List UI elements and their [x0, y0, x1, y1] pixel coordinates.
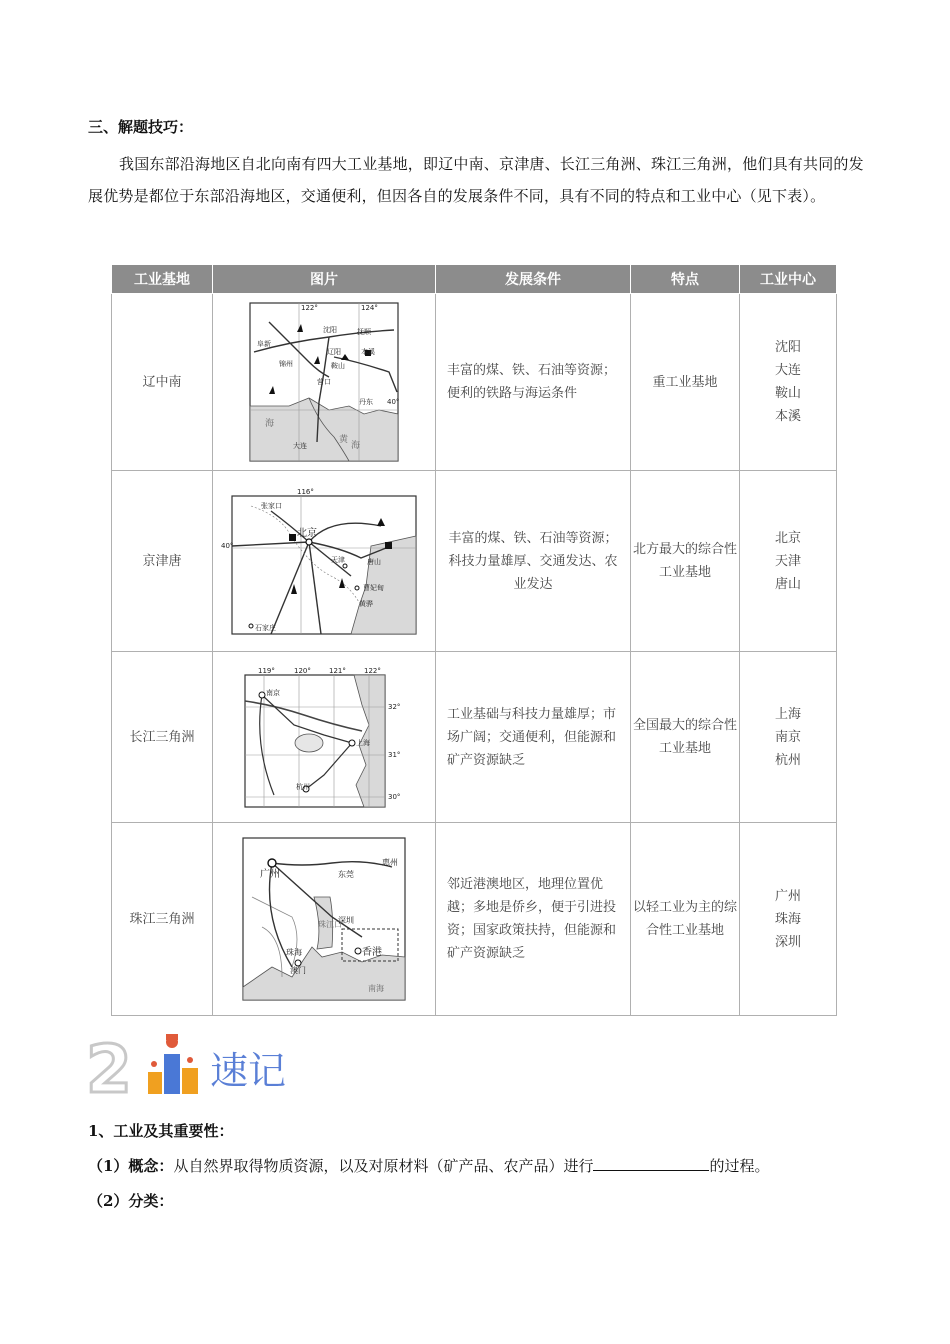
condition-text: 工业基础与科技力量雄厚；市场广阔；交通便利，但能源和矿产资源缺乏 [447, 706, 617, 768]
map-label: 唐山 [367, 558, 381, 566]
center-city: 沈阳 [774, 340, 801, 355]
map-label: 海 [265, 419, 275, 429]
table-row [112, 652, 837, 823]
condition-text: 丰富的煤、铁、石油等资源；科技力量雄厚、交通发达、农业发达 [448, 530, 618, 592]
center-city: 深圳 [774, 934, 801, 950]
base-feature [631, 471, 740, 652]
map-label: 锦州 [279, 360, 293, 368]
condition-text: 邻近港澳地区，地理位置优越；多地是侨乡，便于引进投资；国家政策扶持，但能源和矿产资源缺乏 [447, 877, 617, 961]
center-city: 杭州 [774, 752, 801, 768]
map-label: 惠州 [382, 858, 398, 867]
map-label: 黄骅 [359, 600, 373, 608]
map-label: 40° [221, 542, 234, 550]
concept-text-before: 从自然界取得物质资源，以及对原材料（矿产品、农产品）进行 [173, 1157, 594, 1175]
map-label: 澳门 [290, 966, 306, 975]
banner-number: 2 [86, 1031, 132, 1108]
map-label: 抚顺 [357, 328, 371, 336]
map-label: 阜新 [257, 340, 271, 348]
map-label: 沈阳 [323, 326, 337, 334]
map-label: 122° [301, 304, 318, 312]
fill-blank[interactable] [593, 1156, 709, 1171]
map-label: 张家口 [261, 502, 282, 510]
base-feature [631, 823, 740, 1016]
map-label: 121° [329, 667, 346, 675]
concept-line [88, 1155, 769, 1176]
quick-memo-banner [86, 1028, 326, 1108]
base-centers [740, 471, 837, 652]
header-center: 工业中心 [740, 265, 837, 294]
map-label: 32° [388, 703, 401, 711]
center-city: 大连 [774, 363, 801, 378]
map-label: 122° [364, 667, 381, 675]
intro-paragraph: 我国东部沿海地区自北向南有四大工业基地，即辽中南、京津唐、长江三角洲、珠江三角洲，他们具有共同的发展优势是都位于东部沿海地区，交通便利，但因各自的发展条件不同，具有不同的特点和工业中心（见下表）。 [88, 155, 864, 205]
map-label: 116° [297, 488, 314, 496]
map-label: 天津 [331, 556, 345, 564]
heading-classification: （2）分类： [88, 1192, 174, 1210]
zhujiang-map [242, 837, 406, 1001]
map-label: 香港 [362, 947, 382, 958]
base-name: 京津唐 [112, 471, 213, 652]
map-label: 上海 [356, 739, 370, 747]
header-image: 图片 [213, 265, 436, 294]
center-city: 广州 [774, 888, 801, 904]
concept-text-after: 的过程。 [709, 1157, 770, 1175]
map-label: 珠江口 [318, 920, 342, 929]
map-label: 海 [351, 441, 361, 451]
base-centers [740, 294, 837, 471]
map-label: 本溪 [361, 348, 375, 356]
map-label: 40° [387, 398, 400, 406]
center-city: 天津 [774, 553, 801, 569]
map-label: 曹妃甸 [363, 584, 384, 592]
base-map [213, 471, 436, 652]
base-name: 珠江三角洲 [112, 823, 213, 1016]
header-feature: 特点 [631, 265, 740, 294]
map-label: 东莞 [338, 870, 354, 879]
base-condition [436, 471, 631, 652]
map-label: 30° [388, 793, 401, 801]
base-feature [631, 294, 740, 471]
map-label: 119° [258, 667, 275, 675]
map-label: 辽阳 [327, 348, 341, 356]
feature-text: 以轻工业为主的综合性工业基地 [632, 900, 737, 938]
table-row [112, 471, 837, 652]
base-centers [740, 823, 837, 1016]
center-city: 北京 [774, 530, 801, 546]
podium-icon [148, 1034, 198, 1094]
map-label: 120° [294, 667, 311, 675]
header-condition: 发展条件 [436, 265, 631, 294]
condition-text: 丰富的煤、铁、石油等资源；便利的铁路与海运条件 [447, 363, 617, 401]
jingjintang-map [221, 486, 417, 636]
map-label: 鞍山 [331, 362, 345, 370]
center-city: 唐山 [774, 576, 801, 592]
table-row [112, 294, 837, 471]
liaozhongnan-map [249, 302, 399, 462]
base-condition [436, 294, 631, 471]
map-label: 31° [388, 751, 401, 759]
base-name: 辽中南 [112, 294, 213, 471]
section-title: 三、解题技巧： [88, 118, 194, 136]
base-map [213, 652, 436, 823]
industrial-base-table [111, 264, 837, 1016]
base-name: 长江三角洲 [112, 652, 213, 823]
feature-text: 重工业基地 [652, 374, 718, 390]
header-base: 工业基地 [112, 265, 213, 294]
map-label: 营口 [317, 378, 331, 386]
center-city: 鞍山 [774, 386, 801, 401]
base-centers [740, 652, 837, 823]
table-header-row [112, 265, 837, 294]
map-label: 南海 [368, 984, 384, 993]
map-label: 黄 [339, 435, 349, 445]
center-city: 珠海 [774, 911, 801, 927]
map-label: 杭州 [296, 783, 310, 791]
base-condition [436, 652, 631, 823]
center-city: 本溪 [774, 409, 801, 424]
table-row [112, 823, 837, 1016]
map-label: 大连 [293, 442, 307, 450]
feature-text: 全国最大的综合性工业基地 [632, 718, 737, 756]
map-label: 珠海 [286, 948, 302, 957]
base-feature [631, 652, 740, 823]
center-city: 上海 [774, 706, 801, 722]
banner-graphic [86, 1028, 326, 1108]
changjiang-map [244, 665, 404, 809]
map-label: 石家庄 [255, 624, 276, 632]
map-label: 124° [361, 304, 378, 312]
concept-label: （1）概念： [88, 1157, 174, 1175]
center-city: 南京 [774, 729, 801, 745]
base-condition [436, 823, 631, 1016]
map-label: 深圳 [338, 916, 354, 925]
base-map [213, 294, 436, 471]
base-map [213, 823, 436, 1016]
map-label: 南京 [266, 689, 280, 697]
banner-title: 速记 [210, 1049, 287, 1093]
map-label: 丹东 [359, 398, 373, 406]
heading-industry: 1、工业及其重要性： [88, 1122, 234, 1140]
feature-text: 北方最大的综合性工业基地 [632, 542, 737, 580]
map-label: 广州 [260, 869, 280, 880]
map-label: 北京 [297, 528, 317, 539]
